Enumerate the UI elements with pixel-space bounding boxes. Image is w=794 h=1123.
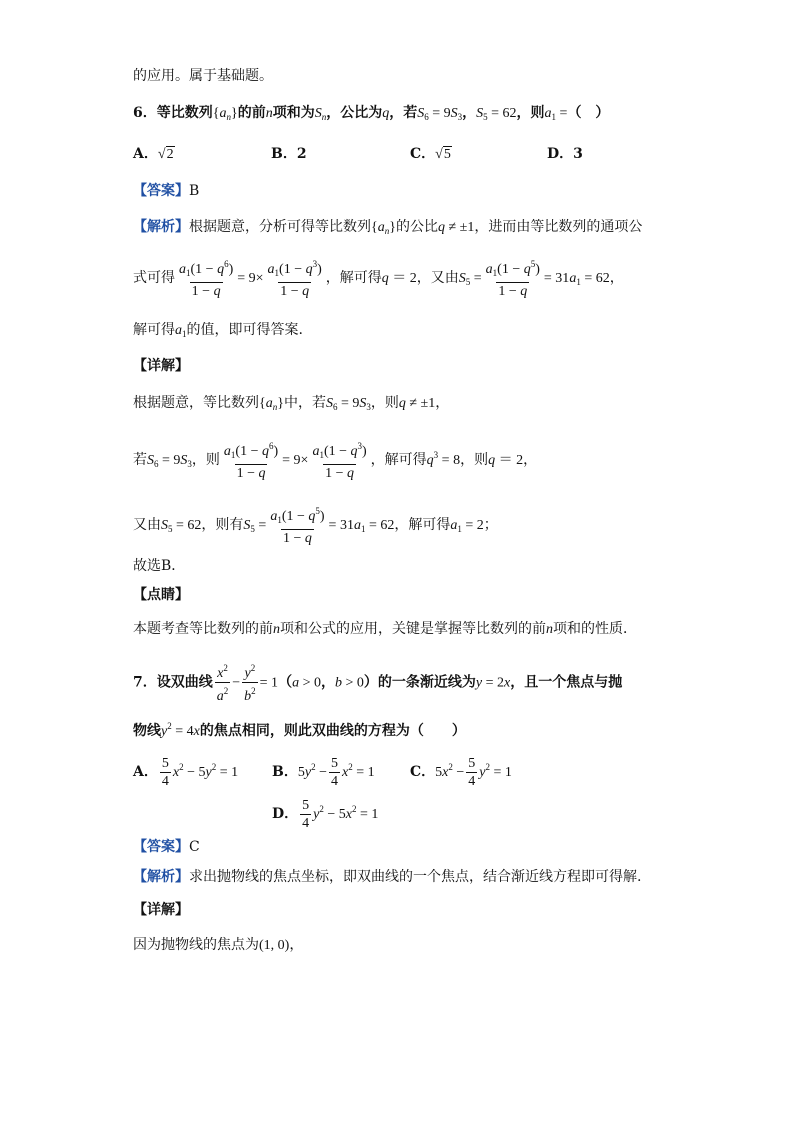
option-a: A．√2 <box>133 146 174 162</box>
analysis-6-line2: 式可得 $\frac{a_1(1 - q^6)}{1 - q}$ = 9× $\frac{a_1(1 - q^3)}{1 - q}$ ，解可得q ＝ 2，又由$S_5$ = $\frac{a_1(1 - q^5)}{1 - q}$ = $31a_1 = 62$， <box>133 256 624 300</box>
analysis-6-line1: 【解析】根据题意，分析可得等比数列$\{a_n\}$的公比q ≠ ±1，进而由等比数列的通项公 <box>133 219 643 236</box>
detail-6-line4: 故选B． <box>133 558 186 574</box>
fraction: $\frac{y^2}{b^2}$ <box>244 663 256 704</box>
answer-6: 【答案】B <box>133 183 200 199</box>
detail-6-label: 【详解】 <box>133 358 189 374</box>
fraction: $\frac{a_1(1 - q^5)}{1 - q}$ <box>485 259 540 299</box>
analysis-6-line3: 解可得$a_1$的值，即可得答案. <box>133 322 303 339</box>
continuation-text: 的应用。属于基础题。 <box>133 68 273 84</box>
fraction: $\frac{a_1(1 - q^3)}{1 - q}$ <box>312 441 367 481</box>
question-7-stem-line1: 7．设双曲线 $\frac{x^2}{a^2}$ − $\frac{y^2}{b^2}$ = 1（a > 0，b > 0）的一条渐近线为y = 2x，且一个焦点与抛 <box>133 660 622 705</box>
detail-7-label: 【详解】 <box>133 902 189 918</box>
detail-7-line1: 因为抛物线的焦点为(1, 0)， <box>133 937 304 953</box>
answer-7: 【答案】C <box>133 839 200 855</box>
question-7-options-row1 <box>133 750 653 789</box>
question-7-options-row2 <box>272 792 378 832</box>
detail-6-line3: 又由$S_5 = 62$，则有$S_5$ = $\frac{a_1(1 - q^5)}{1 - q}$ = $31a_1 = 62$，解可得$a_1 = 2$； <box>133 503 498 547</box>
question-7-stem-line2: 物线$y^2 = 4x$的焦点相同，则此双曲线的方程为（ ） <box>133 721 466 739</box>
comment-6-text: 本题考查等比数列的前n项和公式的应用，关键是掌握等比数列的前n项和的性质． <box>133 621 637 637</box>
option-d: D． $\frac{5}{4}$ $y^2 - 5x^2 = 1$ <box>272 797 379 831</box>
fraction: $\frac{a_1(1 - q^5)}{1 - q}$ <box>270 506 325 546</box>
option-b: B．$5y^2$ − $\frac{5}{4}$ $x^2 = 1$ <box>272 755 375 789</box>
option-d: D．3 <box>547 146 583 162</box>
comment-6-label: 【点睛】 <box>133 587 189 603</box>
option-a: A． $\frac{5}{4}$ $x^2 - 5y^2 = 1$ <box>133 755 239 789</box>
option-b: B．2 <box>271 146 307 162</box>
fraction: $\frac{x^2}{a^2}$ <box>216 663 229 704</box>
fraction: $\frac{a_1(1 - q^3)}{1 - q}$ <box>267 259 322 299</box>
analysis-7: 【解析】求出抛物线的焦点坐标，即双曲线的一个焦点，结合渐近线方程即可得解. <box>133 869 642 885</box>
option-c: C．$5x^2$ − $\frac{5}{4}$ $y^2 = 1$ <box>410 755 512 789</box>
fraction: $\frac{a_1(1 - q^6)}{1 - q}$ <box>223 441 279 481</box>
fraction: $\frac{a_1(1 - q^6)}{1 - q}$ <box>179 259 234 299</box>
question-6-stem: 6．等比数列$\{a_n\}$的前n项和为$S_n$，公比为q，若$S_6 = 9S_3$，$S_5 = 62$，则$a_1$ =（ ） <box>133 105 610 122</box>
option-c: C．√5 <box>410 146 451 162</box>
detail-6-line2: 若$S_6 = 9S_3$，则 $\frac{a_1(1 - q^6)}{1 - q}$ = 9× $\frac{a_1(1 - q^3)}{1 - q}$ ，解可得$q^3 = 8$，则q ＝ 2， <box>133 438 537 482</box>
detail-6-line1: 根据题意，等比数列$\{a_n\}$中，若$S_6 = 9S_3$，则q ≠ ±1， <box>133 395 450 412</box>
